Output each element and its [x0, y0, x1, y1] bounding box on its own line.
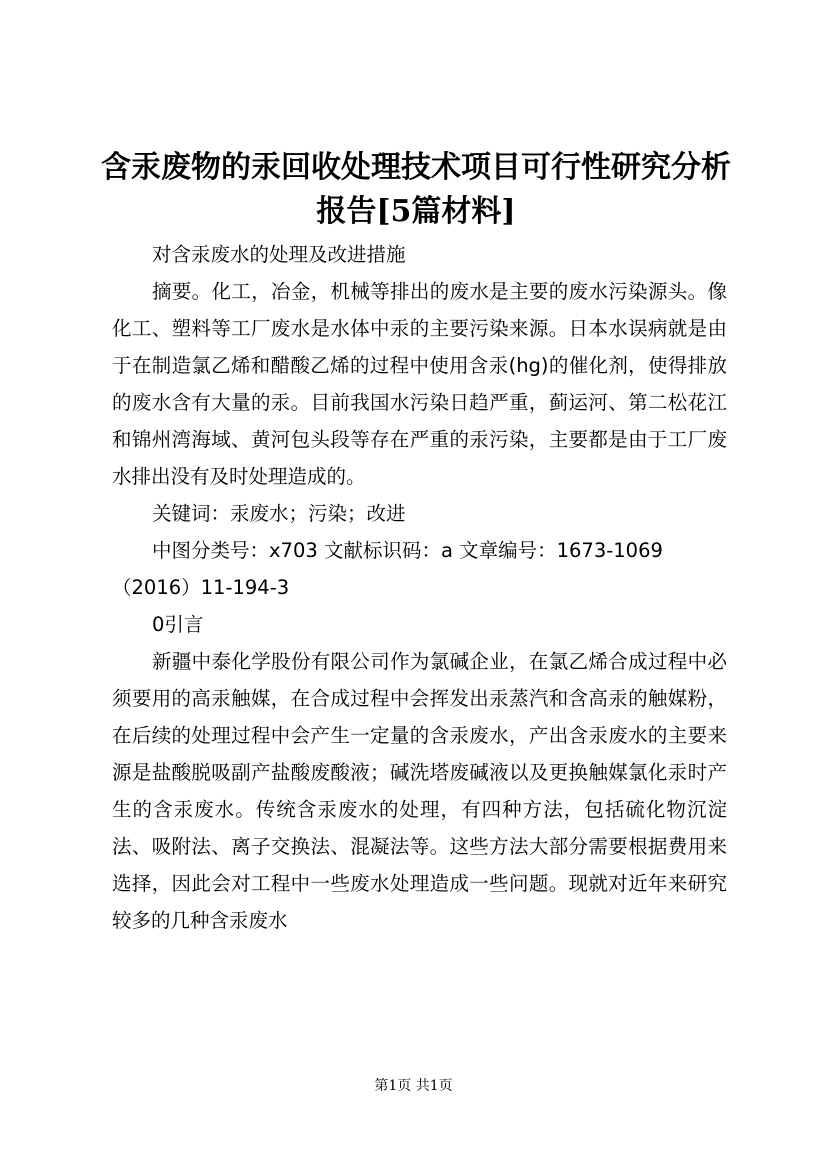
document-body	[112, 236, 727, 939]
classification-line: 中图分类号：x703 文献标识码：a 文章编号：1673-1069（2016）11-194-3	[112, 539, 663, 599]
page-footer: 第1页 共1页	[374, 1078, 453, 1094]
keywords-line: 关键词：汞废水；污染；改进	[152, 502, 406, 525]
introduction-paragraph: 新疆中泰化学股份有限公司作为氯碱企业，在氯乙烯合成过程中必须要用的高汞触媒，在合成过程中会挥发出汞蒸汽和含高汞的触媒粉，在后续的处理过程中会产生一定量的含汞废水，产出含汞废水的主要来源是盐酸脱吸副产盐酸废酸液；碱洗塔废碱液以及更换触媒氯化汞时产生的含汞废水。传统含汞废水的处理，有四种方法，包括硫化物沉淀法、吸附法、离子交换法、混凝法等。这些方法大部分需要根据费用来选择，因此会对工程中一些废水处理造成一些问题。现就对近年来研究较多的几种含汞废水	[112, 650, 727, 932]
section-heading: 对含汞废水的处理及改进措施	[152, 243, 406, 266]
introduction-heading: 0引言	[152, 613, 204, 636]
document-title: 含汞废物的汞回收处理技术项目可行性研究分析报告[5篇材料]	[101, 150, 731, 229]
abstract-paragraph: 摘要。化工，冶金，机械等排出的废水是主要的废水污染源头。像化工、塑料等工厂废水是水体中汞的主要污染来源。日本水误病就是由于在制造氯乙烯和醋酸乙烯的过程中使用含汞(hg)的催化剂，使得排放的废水含有大量的汞。目前我国水污染日趋严重，蓟运河、第二松花江和锦州湾海域、黄河包头段等存在严重的汞污染，主要都是由于工厂废水排出没有及时处理造成的。	[112, 280, 727, 488]
